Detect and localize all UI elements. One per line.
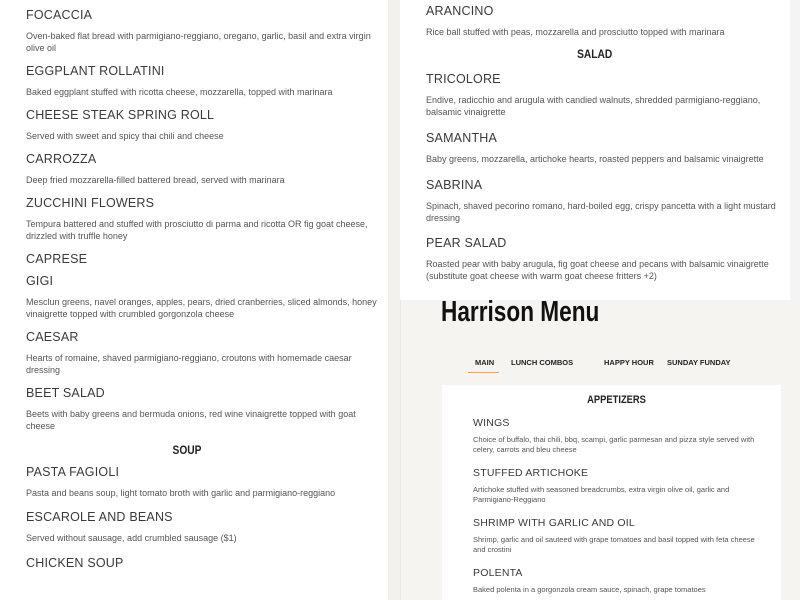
menu-item bbox=[426, 178, 786, 224]
tab-lunch-combos[interactable]: LUNCH COMBOS bbox=[511, 358, 574, 367]
item-desc: Served with sweet and spicy thai chili and cheese bbox=[26, 131, 224, 141]
item-name: SABRINA bbox=[426, 178, 483, 192]
item-desc: Served without sausage, add crumbled sausage ($1) bbox=[26, 533, 237, 543]
item-desc: Choice of buffalo, thai chili, bbq, scampi, garlic parmesan and pizza style served with celery, carrots and bleu cheese bbox=[473, 435, 755, 454]
harrison-menu-panel bbox=[400, 300, 800, 600]
menu-item bbox=[26, 274, 386, 320]
item-desc: Shrimp, garlic and oil sauteed with grape tomatoes and basil topped with feta cheese and crostini bbox=[473, 535, 755, 554]
item-name: EGGPLANT ROLLATINI bbox=[26, 64, 165, 78]
item-desc: Baby greens, mozzarella, artichoke hearts, roasted peppers and balsamic vinaigrette bbox=[426, 154, 764, 164]
menu-item bbox=[26, 330, 386, 376]
tab-happy-hour[interactable]: HAPPY HOUR bbox=[604, 358, 654, 367]
menu-item bbox=[26, 196, 386, 242]
scrollbar-track[interactable] bbox=[790, 0, 800, 300]
item-name: SAMANTHA bbox=[426, 131, 498, 145]
item-desc: Baked polenta in a gorgonzola cream sauce, spinach, grape tomatoes bbox=[473, 585, 706, 594]
item-name: CARROZZA bbox=[26, 152, 97, 166]
item-name: CHICKEN SOUP bbox=[26, 556, 124, 570]
menu-item bbox=[473, 417, 768, 455]
active-tab-underline bbox=[468, 372, 499, 373]
item-desc: Deep fried mozzarella-filled battered bread, served with marinara bbox=[26, 175, 285, 185]
item-name: CAESAR bbox=[26, 330, 79, 344]
item-name: POLENTA bbox=[473, 567, 523, 579]
item-desc: Endive, radicchio and arugula with candied walnuts, shredded parmigiano-reggiano, balsamic vinaigrette bbox=[426, 95, 761, 117]
item-name: ZUCCHINI FLOWERS bbox=[26, 196, 155, 210]
menu-item bbox=[426, 4, 786, 38]
item-desc: Baked eggplant stuffed with ricotta cheese, mozzarella, topped with marinara bbox=[26, 87, 333, 97]
item-name: BEET SALAD bbox=[26, 386, 105, 400]
item-desc: Rice ball stuffed with peas, mozzarella and prosciutto topped with marinara bbox=[426, 27, 725, 37]
item-desc: Roasted pear with baby arugula, fig goat cheese and pecans with balsamic vinaigrette (substitute goat cheese with warm goat cheese fritters +2) bbox=[426, 259, 769, 281]
item-name: GIGI bbox=[26, 274, 54, 288]
menu-item bbox=[26, 556, 386, 571]
tab-main[interactable]: MAIN bbox=[475, 358, 495, 367]
item-name: STUFFED ARTICHOKE bbox=[473, 467, 589, 479]
section-heading-appetizers: APPETIZERS bbox=[587, 394, 646, 406]
menu-item bbox=[26, 386, 386, 432]
page-title: Harrison Menu bbox=[441, 300, 600, 328]
item-desc: Mesclun greens, navel oranges, apples, pears, dried cranberries, sliced almonds, honey vinaigrette topped with crumbled gorgonzola cheese bbox=[26, 297, 377, 319]
item-desc: Pasta and beans soup, light tomato broth with garlic and parmigiano-reggiano bbox=[26, 488, 336, 498]
item-name: CAPRESE bbox=[26, 252, 88, 266]
item-desc: Oven-baked flat bread with parmigiano-reggiano, oregano, garlic, basil and extra virgin olive oil bbox=[26, 31, 371, 53]
menu-item bbox=[26, 465, 386, 499]
item-desc: Tempura battered and stuffed with prosciutto di parma and ricotta OR fig goat cheese, drizzled with truffle honey bbox=[26, 219, 368, 241]
menu-item bbox=[26, 64, 386, 98]
item-desc: Beets with baby greens and bermuda onions, red wine vinaigrette topped with goat cheese bbox=[26, 409, 356, 431]
item-name: WINGS bbox=[473, 417, 510, 429]
menu-item bbox=[426, 131, 786, 165]
menu-item bbox=[473, 467, 768, 505]
item-name: SHRIMP WITH GARLIC AND OIL bbox=[473, 517, 635, 529]
item-desc: Spinach, shaved pecorino romano, hard-boiled egg, crispy pancetta with a light mustard dressing bbox=[426, 201, 776, 223]
item-desc: Artichoke stuffed with seasoned breadcrumbs, extra virgin olive oil, garlic and Parmigiano-Reggiano bbox=[473, 485, 730, 504]
tab-sunday-funday[interactable]: SUNDAY FUNDAY bbox=[667, 358, 731, 367]
item-name: CHEESE STEAK SPRING ROLL bbox=[26, 108, 215, 122]
menu-item bbox=[26, 510, 386, 544]
item-name: PASTA FAGIOLI bbox=[26, 465, 120, 479]
menu-item bbox=[473, 517, 768, 555]
menu-card bbox=[442, 385, 781, 600]
item-name: FOCACCIA bbox=[26, 8, 93, 22]
right-top-menu-panel bbox=[400, 0, 790, 300]
menu-item bbox=[473, 567, 768, 595]
menu-item bbox=[26, 152, 386, 186]
section-heading-salad: SALAD bbox=[577, 47, 613, 61]
section-heading-soup: SOUP bbox=[172, 443, 202, 457]
item-name: ARANCINO bbox=[426, 4, 494, 18]
item-desc: Hearts of romaine, shaved parmigiano-reggiano, croutons with homemade caesar dressing bbox=[26, 353, 352, 375]
menu-item bbox=[26, 108, 386, 142]
item-name: ESCAROLE AND BEANS bbox=[26, 510, 173, 524]
menu-item bbox=[26, 252, 386, 267]
menu-item bbox=[26, 8, 386, 54]
menu-item bbox=[426, 236, 786, 282]
item-name: TRICOLORE bbox=[426, 72, 501, 86]
left-menu-panel bbox=[0, 0, 388, 600]
item-name: PEAR SALAD bbox=[426, 236, 507, 250]
menu-item bbox=[426, 72, 786, 118]
